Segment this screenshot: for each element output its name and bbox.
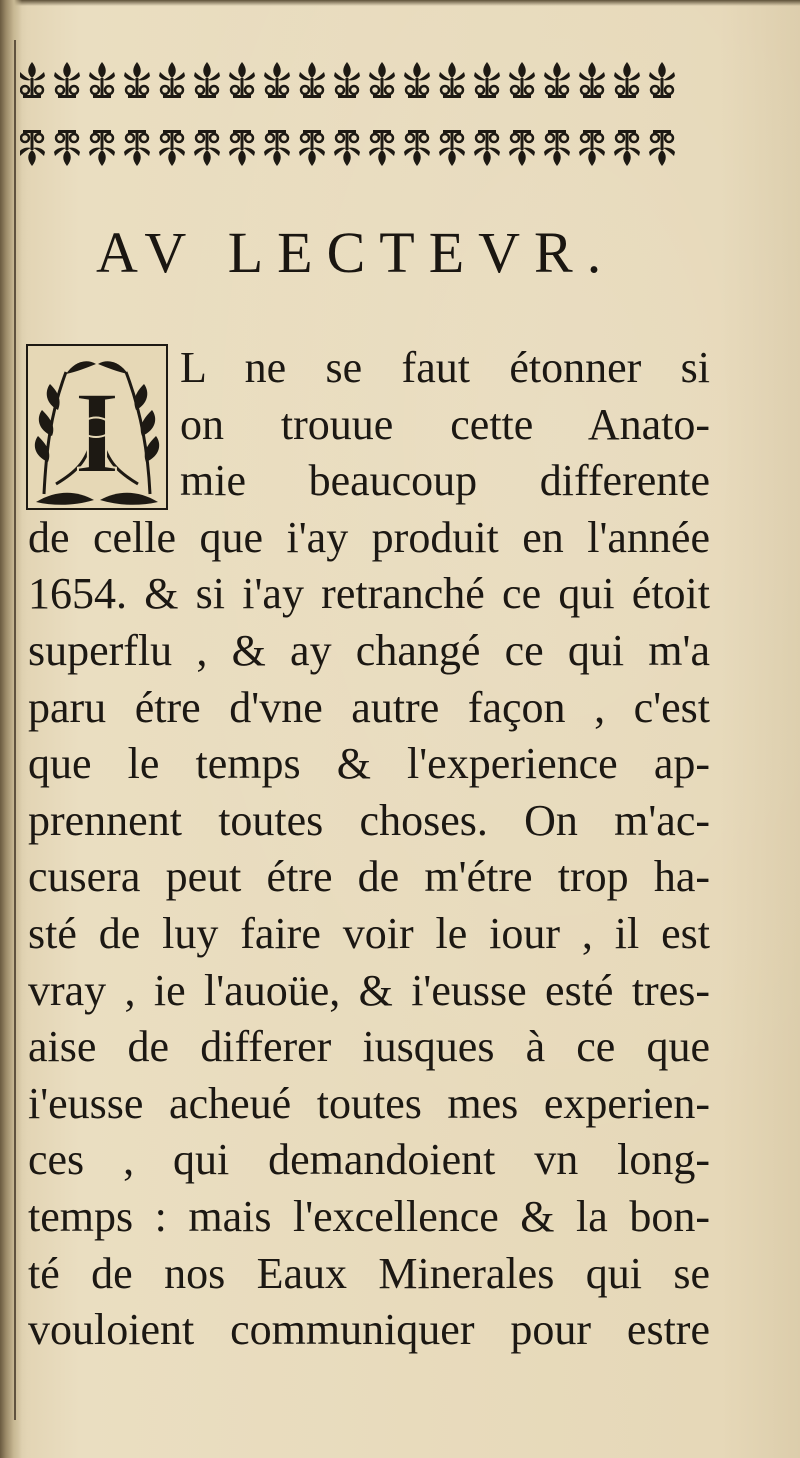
fleuron-border-icon — [20, 40, 680, 190]
text-line: 1654. & si i'ay retranché ce qui étoit — [28, 569, 710, 619]
text-line: prennent toutes choses. On m'ac- — [28, 795, 710, 845]
body-text — [28, 340, 710, 1359]
text-line: mie beaucoup differente — [180, 456, 710, 506]
text-line: vray , ie l'auoüe, & i'eusse esté tres- — [28, 965, 710, 1015]
page-gutter — [0, 0, 22, 1458]
text-line: té de nos Eaux Minerales qui se — [28, 1248, 710, 1298]
gutter-rule — [14, 40, 16, 1420]
text-line: superflu , & ay changé ce qui m'a — [28, 625, 710, 675]
text-line: cusera peut étre de m'étre trop ha- — [28, 852, 710, 902]
page-heading: AV LECTEVR. — [96, 220, 616, 285]
text-line: L ne se faut étonner si — [180, 343, 710, 392]
text-line: temps : mais l'excellence & la bon- — [28, 1191, 710, 1241]
page-top-edge — [0, 0, 800, 6]
text-line: ces , qui demandoient vn long- — [28, 1135, 710, 1185]
text-line: que le temps & l'experience ap- — [28, 739, 710, 789]
svg-text:I: I — [74, 367, 120, 498]
text-line: aise de differer iusques à ce que — [28, 1022, 710, 1072]
text-line: vouloient communiquer pour estre — [28, 1305, 710, 1355]
text-line: on trouue cette Anato- — [180, 399, 710, 449]
text-line: paru étre d'vne autre façon , c'est — [28, 682, 710, 732]
text-line: i'eusse acheué toutes mes experien- — [28, 1078, 710, 1128]
text-line: sté de luy faire voir le iour , il est — [28, 908, 710, 958]
text-line: de celle que i'ay produit en l'année — [28, 512, 710, 562]
